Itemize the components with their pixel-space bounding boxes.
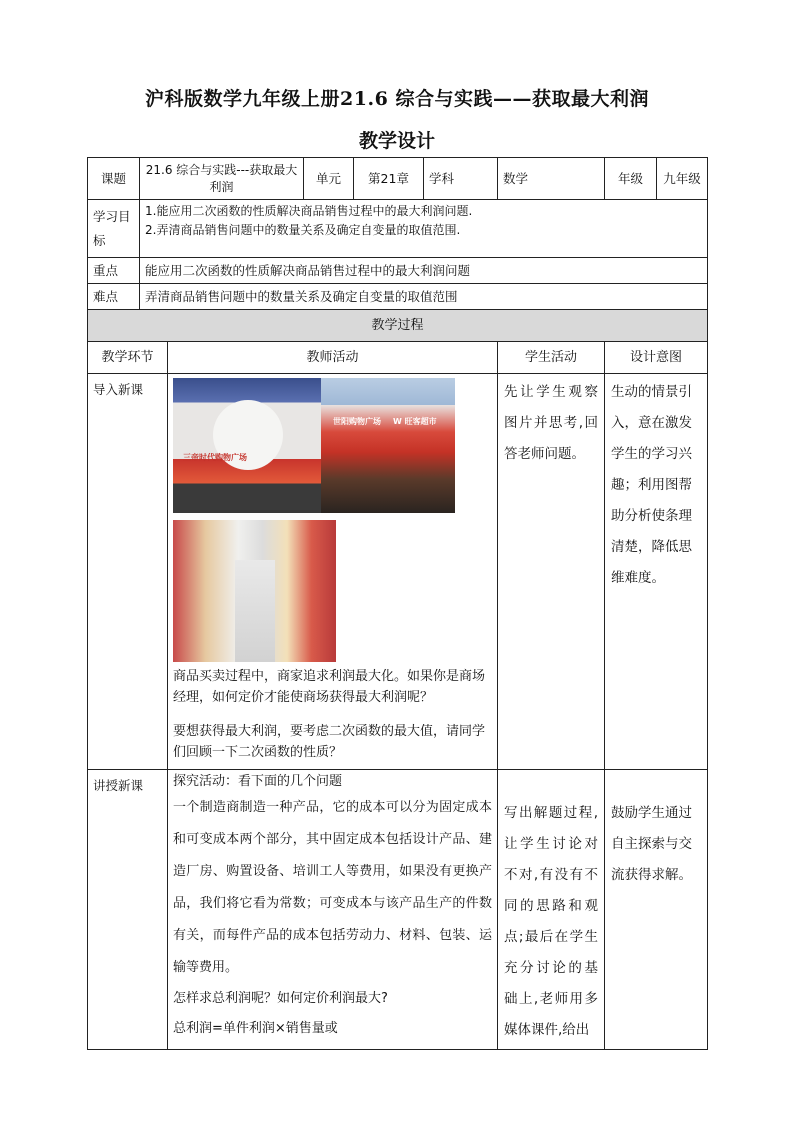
market-sign: W 旺客超市	[393, 417, 437, 426]
intro-photos	[173, 378, 473, 664]
key-point-value: 能应用二次函数的性质解决商品销售过程中的最大利润问题	[140, 258, 708, 284]
unit-value: 第21章	[354, 158, 424, 200]
teacher-paragraph: 探究活动：看下面的几个问题	[173, 774, 343, 789]
header-row	[88, 158, 708, 200]
col-teacher-header: 教师活动	[168, 342, 498, 374]
key-point-row	[88, 258, 708, 284]
process-title: 教学过程	[88, 310, 708, 342]
new-lesson-row	[88, 770, 708, 1050]
key-point-label: 重点	[88, 258, 140, 284]
intro-stage: 导入新课	[88, 374, 168, 770]
document-title: 沪科版数学九年级上册21.6 综合与实践——获取最大利润	[145, 88, 649, 110]
process-title-row	[88, 310, 708, 342]
new-lesson-stage: 讲授新课	[88, 770, 168, 1050]
supermarket-aisle-photo	[173, 520, 336, 662]
col-stage-header: 教学环节	[88, 342, 168, 374]
process-column-headers	[88, 342, 708, 374]
new-lesson-student-activity: 写出解题过程,让学生讨论对不对,有没有不同的思路和观点;最后在学生充分讨论的基础上,老师用多媒体课件,给出	[498, 770, 605, 1050]
grade-value: 九年级	[657, 158, 708, 200]
teacher-paragraph: 商品买卖过程中，商家追求利润最大化。如果你是商场经理，如何定价才能使商场获得最大利润呢？	[173, 669, 486, 705]
teacher-paragraph: 总利润=单件利润×销售量或	[173, 1021, 338, 1036]
difficulty-row	[88, 284, 708, 310]
teacher-paragraph: 要想获得最大利润，要考虑二次函数的最大值，请同学们回顾一下二次函数的性质？	[173, 724, 486, 760]
intro-design-intent: 生动的情景引入，意在激发学生的学习兴趣；利用图帮助分析使条理清楚，降低思维难度。	[605, 374, 708, 770]
difficulty-value: 弄清商品销售问题中的数量关系及确定自变量的取值范围	[140, 284, 708, 310]
unit-label: 单元	[304, 158, 354, 200]
subject-value: 数学	[498, 158, 605, 200]
supermarket-front-photo	[321, 378, 455, 513]
goals-row	[88, 200, 708, 258]
goal-item: 1.能应用二次函数的性质解决商品销售过程中的最大利润问题.	[145, 204, 473, 218]
teacher-paragraph: 怎样求总利润呢？如何定价利润最大?	[173, 991, 388, 1006]
difficulty-label: 难点	[88, 284, 140, 310]
plaza-sign: 世阳购物广场	[333, 417, 381, 426]
aisle-floor	[235, 560, 275, 662]
new-lesson-design-intent: 鼓励学生通过自主探索与交流获得求解。	[605, 770, 708, 1050]
topic-label: 课题	[88, 158, 140, 200]
subject-label: 学科	[424, 158, 498, 200]
intro-row	[88, 374, 708, 770]
intro-student-activity: 先让学生观察图片并思考,回答老师问题。	[498, 374, 605, 770]
intro-teacher-text	[173, 666, 492, 763]
document-subtitle: 教学设计	[358, 130, 435, 152]
shopping-mall-photo	[173, 378, 321, 513]
goal-item: 2.弄清商品销售问题中的数量关系及确定自变量的取值范围.	[145, 223, 461, 237]
goals-content	[140, 200, 708, 258]
lesson-plan-table	[87, 157, 707, 1054]
col-student-header: 学生活动	[498, 342, 605, 374]
mall-sign: 三帝时代购物广场	[183, 453, 247, 462]
goals-label: 学习目标	[88, 200, 140, 258]
topic-value: 21.6 综合与实践---获取最大利润	[140, 158, 304, 200]
new-lesson-teacher	[168, 770, 498, 1050]
intro-teacher	[168, 374, 498, 770]
teacher-paragraph: 一个制造商制造一种产品，它的成本可以分为固定成本和可变成本两个部分，其中固定成本包括设计产品、建造厂房、购置设备、培训工人等费用，如果没有更换产品，我们将它看为常数；可变成本与该产品生产的件数有关，而每件产品的成本包括劳动力、材料、包装、运输等费用。	[173, 800, 492, 975]
col-intent-header: 设计意图	[605, 342, 708, 374]
grade-label: 年级	[605, 158, 657, 200]
